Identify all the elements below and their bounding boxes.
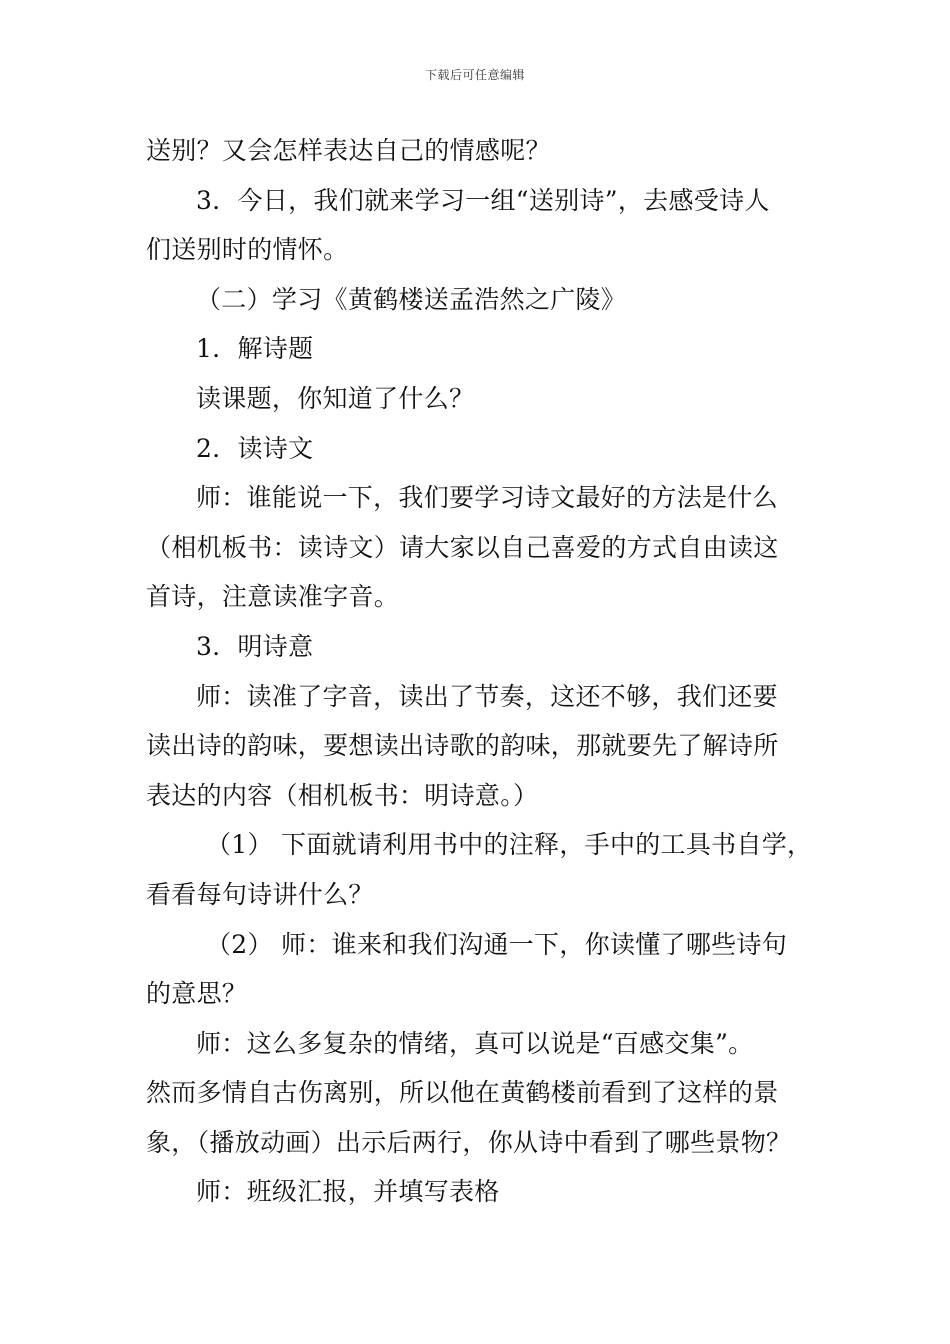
text-line: 师：这么多复杂的情绪，真可以说是“百感交集”。: [196, 1028, 754, 1058]
text-line: 的意思？: [146, 979, 248, 1009]
text-line: 首诗，注意读准字音。: [146, 582, 400, 612]
text-line: 表达的内容（相机板书：明诗意。）: [146, 780, 539, 810]
subheading: 1．解诗题: [196, 334, 314, 364]
text-line: 象，（播放动画）出示后两行，你从诗中看到了哪些景物？: [146, 1127, 792, 1157]
text-line: 师：班级汇报，并填写表格: [196, 1177, 500, 1207]
text-line: 送别？又会怎样表达自己的情感呢？: [146, 136, 551, 165]
text-line: 师：读准了字音，读出了节奏，这还不够，我们还要: [196, 681, 778, 711]
text-line: （相机板书：读诗文）请大家以自己喜爱的方式自由读这: [146, 532, 779, 562]
subheading: 3．明诗意: [196, 631, 314, 661]
section-heading: （二）学习《黄鹤楼送孟浩然之广陵》: [196, 284, 627, 314]
numbered-item: （2） 师：谁来和我们沟通一下，你读懂了哪些诗句: [206, 929, 788, 959]
text-line: 们送别时的情怀。: [146, 235, 349, 265]
text-line: 看看每句诗讲什么？: [146, 879, 374, 909]
text-line: 3．今日，我们就来学习一组“送别诗”，去感受诗人: [196, 185, 770, 215]
document-body: [146, 126, 826, 1217]
numbered-item: （1） 下面就请利用书中的注释，手中的工具书自学，: [206, 830, 813, 860]
subheading: 2．读诗文: [196, 433, 314, 463]
text-line: 师：谁能说一下，我们要学习诗文最好的方法是什么: [196, 483, 778, 513]
text-line: 然而多情自古伤离别，所以他在黄鹤楼前看到了这样的景: [146, 1078, 779, 1108]
text-line: 读课题，你知道了什么？: [196, 383, 475, 413]
text-line: 读出诗的韵味，要想读出诗歌的韵味，那就要先了解诗所: [146, 731, 779, 761]
page-header-note: 下载后可任意编辑: [424, 68, 525, 82]
